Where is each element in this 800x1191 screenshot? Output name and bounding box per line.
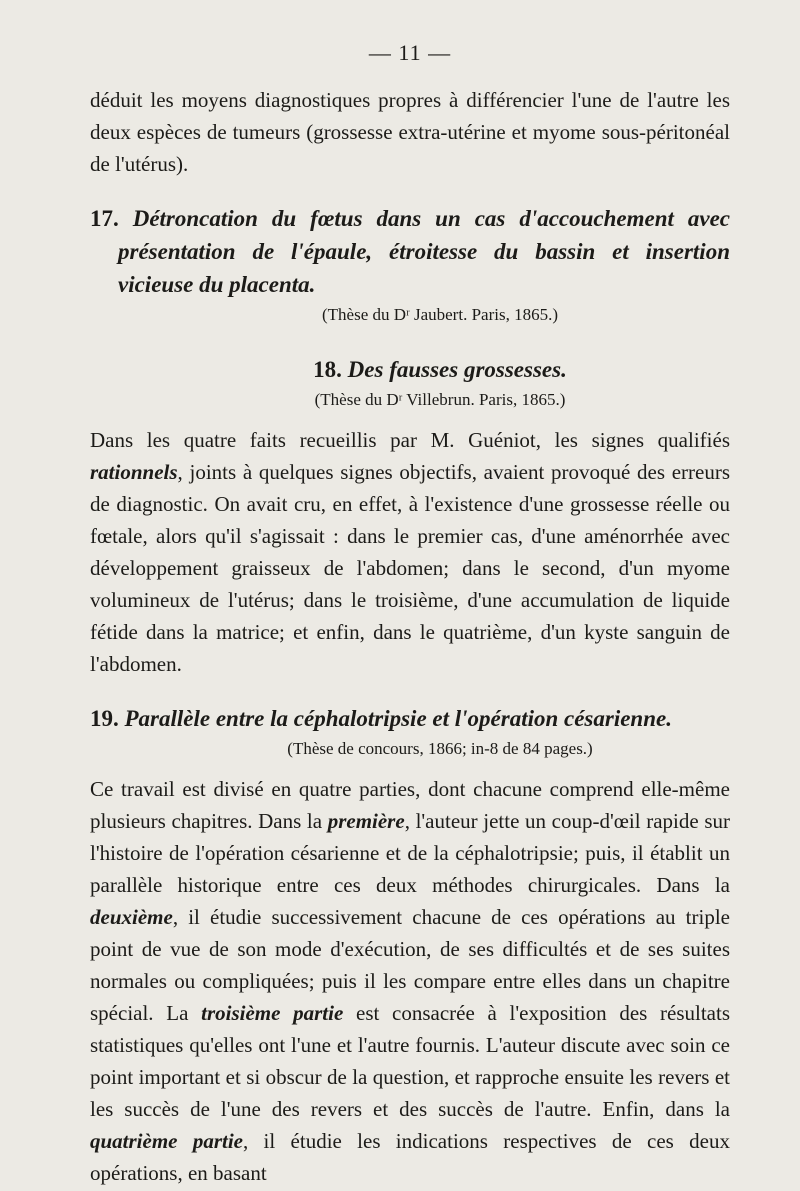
entry-19-heading [90,702,730,735]
emphasis-run: troisième partie [201,1001,344,1025]
text-run: est consacrée à l'exposition des résultats statistiques qu'elles ont l'une et l'autre fournis. L'auteur discute avec soin ce point important et si obscur de la question, et rapproche ensuite les revers et les succès de l'une des revers et des succès de l'autre. Enfin, dans la [90,1001,730,1121]
page-number: — 11 — [368,40,452,65]
text-run: , il étudie les indications respectives de ces deux opérations, en basant [90,1129,730,1185]
emphasis-run: première [327,809,405,833]
entry-17-number: 17. [90,206,119,231]
text-run: , il étudie successivement chacune de ces opérations au triple point de vue de son mode d'exécution, de ses difficultés et de ses suites normales ou compliquées; puis il les compare entre elles dans un chapitre spécial. La [90,905,730,1025]
entry-18-title: Des fausses grossesses. [347,357,567,382]
emphasis-run: deuxième [90,905,173,929]
emphasis-run: quatrième partie [90,1129,243,1153]
text-run: Dans les quatre faits recueillis par M. Guéniot, les signes qualifiés [90,428,730,452]
entry-19-title: Parallèle entre la céphalotripsie et l'opération césarienne. [124,706,672,731]
entry-18-summary [90,424,730,680]
entry-18-number: 18. [313,357,342,382]
text-run: , l'auteur jette un coup-d'œil rapide sur l'histoire de l'opération césarienne et de la céphalotripsie; puis, il établit un parallèle historique entre ces deux méthodes chirurgicales. Dans la [90,809,730,897]
entry-18-heading [90,353,730,386]
entry-17-heading [90,202,730,301]
entry-19-citation: (Thèse de concours, 1866; in-8 de 84 pages.) [287,739,593,758]
text-run: , joints à quelques signes objectifs, avaient provoqué des erreurs de diagnostic. On avait cru, en effet, à l'existence d'une grossesse réelle ou fœtale, alors qu'il s'agissait : dans le premier cas, d'une aménorrhée avec développement graisseux de l'abdomen; dans le second, d'un myome volumineux de l'utérus; dans le troisième, d'une accumulation de liquide fétide dans la matrice; et enfin, dans le quatrième, d'un kyste sanguin de l'abdomen. [90,460,730,676]
entry-19-summary [90,773,730,1189]
intro-paragraph: déduit les moyens diagnostiques propres à différencier l'une de l'autre les deux espèces de tumeurs (grossesse extra-utérine et myome sous-péritonéal de l'utérus). [90,88,730,176]
entry-18-citation: (Thèse du Dʳ Villebrun. Paris, 1865.) [314,390,566,409]
entry-19-number: 19. [90,706,119,731]
emphasis-run: rationnels [90,460,178,484]
entry-17-citation: (Thèse du Dʳ Jaubert. Paris, 1865.) [322,305,558,324]
entry-17-title: Détroncation du fœtus dans un cas d'accouchement avec présentation de l'épaule, étroitesse du bassin et insertion vicieuse du placenta. [118,206,730,297]
text-run: Ce travail est divisé en quatre parties, dont chacune comprend elle-même plusieurs chapitres. Dans la [90,777,730,833]
